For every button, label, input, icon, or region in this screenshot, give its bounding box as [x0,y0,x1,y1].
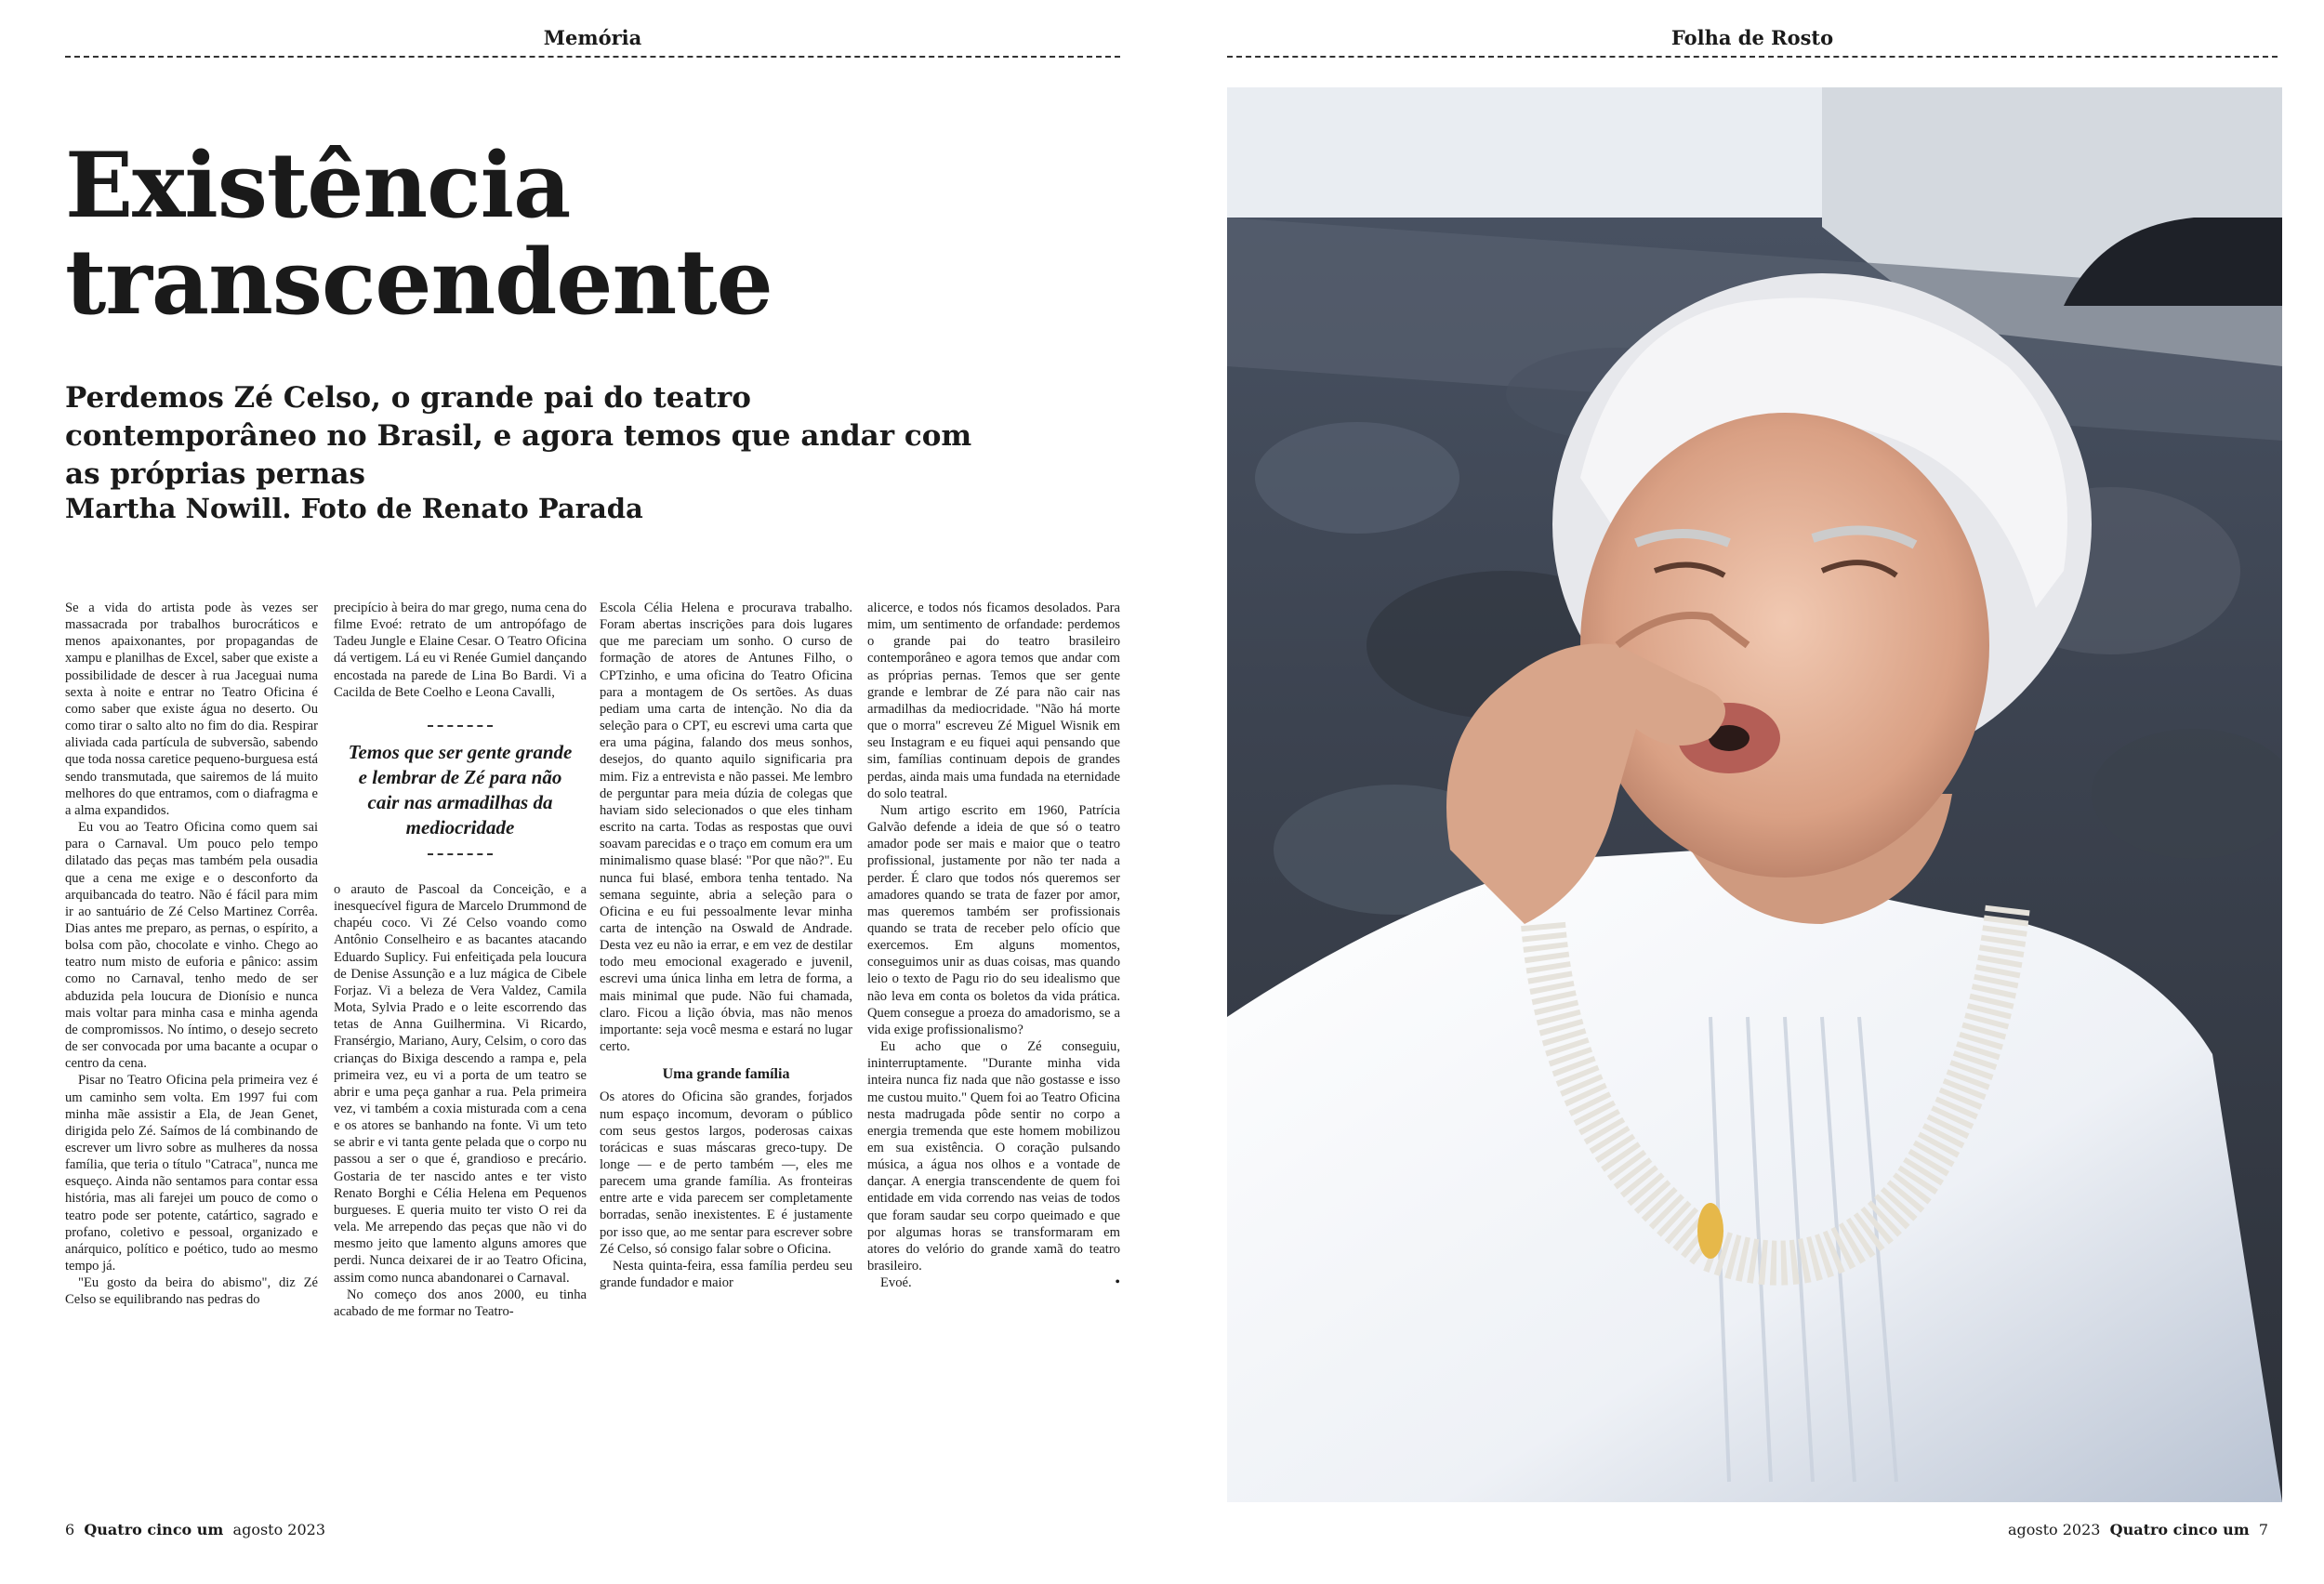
page-number: 6 [65,1521,75,1538]
paragraph: "Eu gosto da beira do abismo", diz Zé Celso se equilibrando nas pedras do [65,1275,318,1308]
page-number: 7 [2258,1521,2268,1538]
pull-quote-text: Temos que ser gente grande e lembrar de Zé para não cair nas armadilhas da mediocridade [348,740,573,838]
article-title [65,133,772,335]
subhead: Uma grande família [662,1066,790,1083]
magazine-name: Quatro cinco um [84,1521,224,1538]
pull-quote-rule [428,853,493,855]
closing-word: Evoé. [880,1275,912,1291]
paragraph: Eu acho que o Zé conseguiu, ininterruptamente. "Durante minha vida inteira nunca fiz nada que não gostasse e isso me custou muito." Quem foi ao Teatro Oficina nesta madrugada pôde sentir no corpo a energia tremenda que este homem mobilizou em sua existência. O coração pulsando música, a água nos olhos e a vontade de dançar. A energia transcendente de quem foi entidade em vida correndo nas veias de todos que foram saudar seu corpo queimado e que por algumas horas se transformaram em atores do velório do grande xamã do teatro brasileiro. [867,1039,1120,1274]
portrait-illustration [1227,87,2282,1502]
paragraph: Nesta quinta-feira, essa família perdeu seu grande fundador e maior [600,1258,852,1291]
article-dek: Perdemos Zé Celso, o grande pai do teatro contemporâneo no Brasil, e agora temos que andar com as próprias pernas [65,381,972,491]
section-label: Folha de Rosto [1670,26,1834,49]
title-line-2: transcendente [65,230,772,335]
paragraph: Pisar no Teatro Oficina pela primeira vez é um caminho sem volta. Em 1997 fui com minha mãe assistir a Ela, de Jean Genet, dirigida pelo Zé. Saímos de lá combinando de escrever um livro sobre as mulheres da nossa família, que teria o título "Catraca", nunca me esqueço. Ainda não sentamos para contar essa história, mas ali farejei um pouco de como o teatro pode ser potente, catártico, sagrado e profano, coletivo e pessoal, organizado e anárquico, político e poético, tudo ao mesmo tempo já. [65,1073,318,1274]
paragraph: o arauto de Pascoal da Conceição, e a inesquecível figura de Marcelo Drummond de chapéu coco. Vi Zé Celso voando como Antônio Conselheiro e as bacantes atacando Eduardo Suplicy. Fui enfeitiçada pela loucura de Denise Assunção e a luz mágica de Cibele Forjaz. Vi a beleza de Vera Valdez, Camila Mota, Sylvia Prado e o leite escorrendo das tetas de Anna Guilhermina. Vi Ricardo, Fransérgio, Mariano, Aury, Celsim, o coro das crianças do Bixiga descendo a rampa e, pela primeira vez, eu vi a porta de um teatro se abrir e uma peça ganhar a rua. Pela primeira vez, vi também a coxia misturada com a cena e os atores se banhando na fonte. Vi um teto se abrir e vi tanta gente pelada que o corpo nu passou a ser o que é, grandioso e precário. Gostaria de ter nascido antes e ter visto Renato Borghi e Célia Helena em Pequenos burgueses. E queria muito ter visto O rei da vela. Me arrependo das peças que não vi do mesmo jeito que lamento alguns amores que perdi. Nunca deixarei de ir ao Teatro Oficina, assim como nunca abandonarei o Carnaval. [334,881,587,1286]
paragraph [867,1274,1120,1291]
end-mark: • [1115,1274,1120,1291]
paragraph: Num artigo escrito em 1960, Patrícia Galvão defende a ideia de que só o teatro amador pode ser mais e maior que o teatro profissional, justamente por não ter nada a perder. É claro que todos nós queremos ser amadores quando se trata de fazer por amor, mas queremos também ser profissionais quando se trata de receber pelo ofício que exercemos. Em alguns momentos, conseguimos unir as duas coisas, mas quando leio o texto de Pagu rio do seu idealismo que não leva em conta os boletos da vida prática. Quem consegue a proeza do amadorismo, se a vida exige profissionalismo? [867,802,1120,1037]
paragraph: Escola Célia Helena e procurava trabalho. Foram abertas inscrições para dois lugares que me pareciam um sonho. O curso de formação de atores de Antunes Filho, o CPTzinho, e uma oficina do Teatro Oficina para a montagem de Os sertões. As duas pediam uma carta de intenção. No dia da seleção para o CPT, eu escrevi uma carta que era uma página, falando dos meus sonhos, desejos, do quanto aquilo significaria pra mim. Fiz a entrevista e não passei. Me lembro de perguntar para meia dúzia de colegas que haviam sido selecionados o que eles tinham escrito na carta. Todas as respostas que ouvi soavam parecidas e o traço em comum era um minimalismo quase blasé: "Por que não?". Eu nunca fui blasé, embora tenha tentado. Na semana seguinte, abria a seleção para o Oficina e eu fui pessoalmente levar minha carta de intenção na Oswald de Andrade. Desta vez eu não ia errar, e em vez de destilar todo meu emocional exagerado e juvenil, escrevi uma única linha em letra de forma, a mais minimal que pude. Não fui chamada, claro. Ficou a lição óbvia, mas não menos importante: seja você mesma e estará no lugar certo. [600,601,852,1055]
text-column-3 [600,600,852,1291]
right-page [1162,0,2324,1584]
folio-right [2008,1521,2268,1538]
pull-quote [347,725,574,855]
paragraph: Se a vida do artista pode às vezes ser massacrada por trabalhos burocráticos e menos apaixonantes, por propagandas de xampu e planilhas de Excel, saber que existe a possibilidade de descer à rua Jaceguai numa sexta à noite e entrar no Teatro Oficina é como saber que existe água no deserto. Ou como tirar o salto alto no fim do dia. Respirar aliviada cada partícula de subversão, sabendo que toda nossa caretice pequeno-burguesa está sendo transmutada, que sairemos de lá muito melhores do que entramos, com o diafragma e a alma expandidos. [65,601,318,818]
title-line-1: Existência [65,133,571,238]
byline: Martha Nowill. Foto de Renato Parada [65,493,643,524]
issue-date: agosto 2023 [232,1521,326,1538]
portrait-photo [1227,87,2282,1502]
section-label: Memória [543,26,642,49]
folio-left [65,1521,325,1538]
paragraph: Os atores do Oficina são grandes, forjados num espaço incomum, devoram o público com seus gestos largos, poderosas caixas torácicas e suas máscaras greco-tupy. De longe — e de perto também —, eles me parecem uma grande família. As fronteiras entre arte e vida parecem ser completamente borradas, senão inexistentes. E é justamente por isso que, ao me sentar para escrever sobre Zé Celso, só consigo falar sobre o Oficina. [600,1089,852,1257]
issue-date: agosto 2023 [2007,1521,2101,1538]
text-column-1 [65,600,318,1309]
text-column-2 [334,600,587,1320]
pull-quote-rule [428,725,493,727]
paragraph: alicerce, e todos nós ficamos desolados. Para mim, um sentimento de orfandade: perdemos o grande pai do teatro brasileiro contemporâneo e agora temos que andar com as próprias pernas. Temos que ser gente grande e lembrar de Zé para não cair nas armadilhas da mediocridade. "Não há morte que o morra" escreveu Zé Miguel Wisnik em seu Instagram e eu fiquei aqui pensando que sim, famílias continuam depois de grandes perdas, ainda mais uma fundada na eternidade do solo teatral. [867,601,1120,801]
header-rule [65,56,1120,58]
text-column-4 [867,600,1120,1291]
paragraph: precipício à beira do mar grego, numa cena do filme Evoé: retrato de um antropófago de Tadeu Jungle e Elaine Cesar. O Teatro Oficina dá vertigem. Lá eu vi Renée Gumiel dançando encostada na parede de Lina Bo Bardi. Vi a Cacilda de Bete Coelho e Leona Cavalli, [334,601,587,700]
paragraph: Eu vou ao Teatro Oficina como quem sai para o Carnaval. Um pouco pelo tempo dilatado das peças mas também pela ousadia que a cena me exige e o desconforto da arquibancada do teatro. Não é fácil para mim ir ao santuário de Zé Celso Martinez Corrêa. Dias antes me preparo, as pernas, o espírito, a bolsa com pão, chocolate e vinho. Chego ao teatro num misto de euforia e pânico: assim como no Carnaval, tenho medo de ser abduzida pela loucura de Dionísio e nunca mais voltar para minha casa e minha agenda de compromissos. No íntimo, o desejo secreto de ser convocada por uma bacante a ocupar o centro da cena. [65,820,318,1072]
magazine-name: Quatro cinco um [2109,1521,2250,1538]
paragraph: No começo dos anos 2000, eu tinha acabado de me formar no Teatro- [334,1287,587,1319]
header-rule [1227,56,2278,58]
